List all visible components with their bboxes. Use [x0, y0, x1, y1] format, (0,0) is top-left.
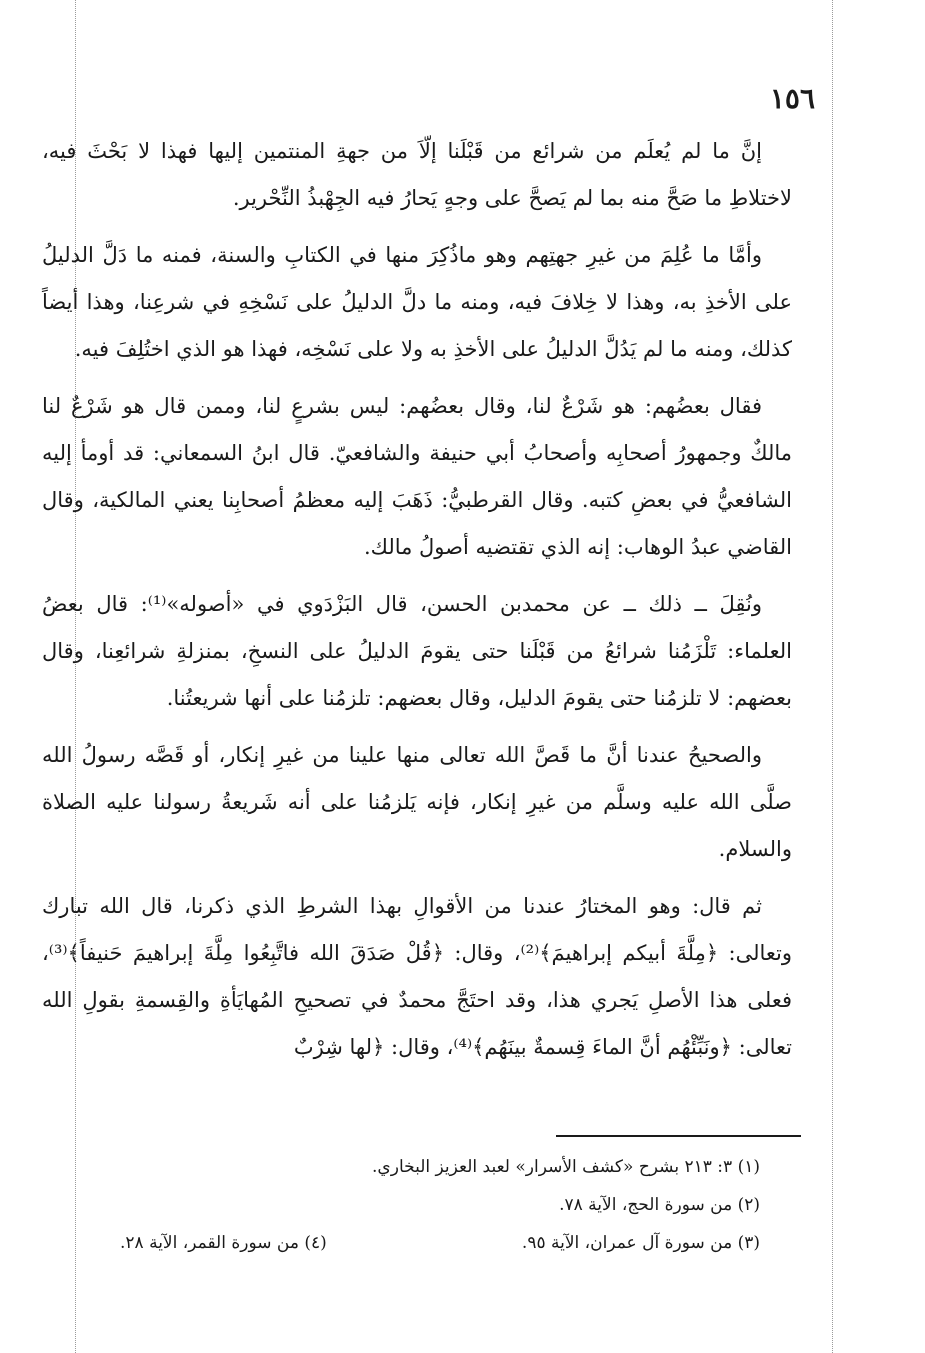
margin-dots-right [832, 0, 833, 1353]
paragraph: ونُقِلَ ــ ذلك ــ عن محمدبن الحسن، قال البَزْدَوي في «أصوله»⁽¹⁾: قال بعضُ العلماء: تَلْزَمُنا شرائعُ من قَبْلَنا حتى يقومَ الدليلُ على النسخِ، بمنزلةِ شرائعِنا، وقال بعضهم: لا تلزمُنا حتى يقومَ الدليل، وقال بعضهم: تلزمُنا على أنها شريعتُنا. [42, 592, 792, 710]
footnote-3: (٣) من سورة آل عمران، الآية ٩٥. [521, 1233, 760, 1253]
page-number: ١٥٦ [769, 82, 815, 115]
footnote-1: (١) ٣: ٢١٣ بشرح «كشف الأسرار» لعبد العزيز البخاري. [372, 1157, 760, 1177]
paragraph: ثم قال: وهو المختارُ عندنا من الأقوالِ بهذا الشرطِ الذي ذكرنا، قال الله تبارك وتعالى: ﴿مِلَّةَ أبيكم إبراهيمَ﴾⁽²⁾، وقال: ﴿قُلْ صَدَقَ الله فاتَّبِعُوا مِلَّةَ إبراهيمَ حَنيفاً﴾⁽³⁾، فعلى هذا الأصلِ يَجري هذا، وقد احتَجَّ محمدٌ في تصحيحِ المُهايَأةِ والقِسمةِ بقولِ الله تعالى: ﴿ونَبِّئْهُم أنَّ الماءَ قِسمةٌ بينَهُم﴾⁽⁴⁾، وقال: ﴿لها شِرْبٌ [42, 894, 793, 1059]
footnote-2: (٢) من سورة الحج، الآية ٧٨. [559, 1195, 760, 1215]
footnote-row [120, 1224, 760, 1262]
body-text [42, 128, 792, 1081]
footnote-divider [556, 1135, 801, 1137]
footnotes [120, 1148, 760, 1262]
paragraph: إنَّ ما لم يُعلَم من شرائع من قَبْلَنا إلّاَ من جهةِ المنتمين إليها فهذا لا بَحْثَ فيه، لاختلاطِ ما صَحَّ منه بما لم يَصحَّ على وجهٍ يَحارُ فيه الجِهْبذُ النِّحْرير. [42, 139, 792, 210]
paragraph: فقال بعضُهم: هو شَرْعٌ لنا، وقال بعضُهم: ليس بشرعٍ لنا، وممن قال هو شَرْعٌ لنا مالكٌ وجمهورُ أصحابِه وأصحابُ أبي حنيفة والشافعيّ. قال ابنُ السمعاني: قد أومأ إليه الشافعيُّ في بعضِ كتبه. وقال القرطبيُّ: ذَهَبَ إليه معظمُ أصحابِنا يعني المالكية، وقال القاضي عبدُ الوهاب: إنه الذي تقتضيه أصولُ مالك. [42, 394, 792, 559]
paragraph: والصحيحُ عندنا أنَّ ما قَصَّ الله تعالى منها علينا من غيرِ إنكار، أو قَصَّه رسولُ الله صلَّى الله عليه وسلَّم من غيرِ إنكار، فإنه يَلزمُنا على أنه شَريعةُ رسولنا عليه الصلاة والسلام. [42, 743, 792, 861]
paragraph: وأمَّا ما عُلِمَ من غيرِ جهتِهم وهو ماذُكِرَ منها في الكتابِ والسنة، فمنه ما دَلَّ الدليلُ على الأخذِ به، وهذا لا خِلافَ فيه، ومنه ما دلَّ الدليلُ على نَسْخِهِ في شرعِنا، وهذا أيضاً كذلك، ومنه ما لم يَدُلَّ الدليلُ على الأخذِ به ولا على نَسْخِه، فهذا هو الذي اختُلِفَ فيه. [42, 243, 792, 361]
footnote-4: (٤) من سورة القمر، الآية ٢٨. [120, 1233, 327, 1253]
